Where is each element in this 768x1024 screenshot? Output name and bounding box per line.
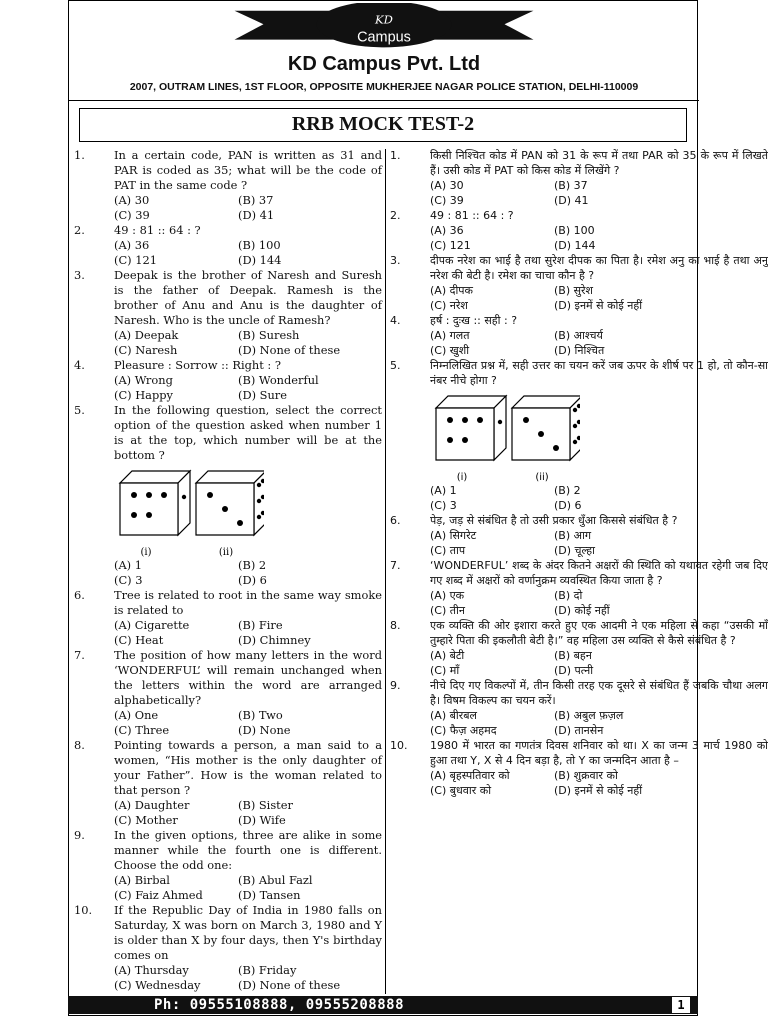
option[interactable]: (B) Abul Fazl <box>238 873 313 887</box>
option[interactable]: (D) 6 <box>554 499 582 512</box>
question-number: 10. <box>74 903 93 917</box>
question-text: Pointing towards a person, a man said to a women, “His mother is the only daughter of your Father”. How is the woman related to that person ? <box>114 738 382 797</box>
option[interactable]: (C) 3 <box>430 499 457 512</box>
option[interactable]: (D) 6 <box>238 573 267 587</box>
question-number: 8. <box>390 619 401 632</box>
footer <box>68 996 698 1014</box>
question-en-10 <box>74 903 382 993</box>
question-hi-8 <box>390 618 768 678</box>
option[interactable]: (C) ताप <box>430 544 466 557</box>
option[interactable]: (C) Happy <box>114 388 173 402</box>
option[interactable]: (A) बेटी <box>430 649 465 662</box>
die-ii <box>512 396 580 460</box>
question-text: Deepak is the brother of Naresh and Suresh is the father of Deepak. Ramesh is the brother of Anu and Anu is the daughter of Naresh. Who is the uncle of Ramesh? <box>114 268 382 327</box>
option[interactable]: (B) बहन <box>554 649 592 662</box>
question-text: हर्ष : दुःख :: सही : ? <box>430 314 518 327</box>
option[interactable]: (A) गलत <box>430 329 470 342</box>
question-en-2 <box>74 223 382 268</box>
option[interactable]: (C) बुधवार को <box>430 784 492 797</box>
question-text: निम्नलिखित प्रश्न में, सही उत्तर का चयन करें जब ऊपर के शीर्ष पर 1 हो, तो कौन-सा नंबर नीचे होगा ? <box>430 359 768 387</box>
question-text: ‘WONDERFUL’ शब्द के अंदर कितने अक्षरों की स्थिति को यथावत रहेगी जब दिए गए शब्द में अक्षरों को वर्णानुक्रम व्यवस्थित किया जाता है ? <box>430 559 768 587</box>
question-hi-2 <box>390 208 768 253</box>
option[interactable]: (B) सुरेश <box>554 284 594 297</box>
header <box>69 1 699 101</box>
option[interactable]: (C) तीन <box>430 604 465 617</box>
column-divider <box>385 149 386 994</box>
logo-word: Campus <box>357 29 411 46</box>
question-number: 4. <box>390 314 401 327</box>
option[interactable]: (D) कोई नहीं <box>554 604 610 617</box>
options <box>114 373 382 403</box>
option[interactable]: (D) None of these <box>238 978 341 992</box>
option[interactable]: (B) Friday <box>238 963 297 977</box>
option[interactable]: (B) आश्चर्य <box>554 329 603 342</box>
dice-label: (i) <box>140 547 152 558</box>
question-en-6 <box>74 588 382 648</box>
question-text: The position of how many letters in the word ‘WONDERFUL’ will remain unchanged when the letters within the word are arranged alphabetically? <box>114 648 382 707</box>
options <box>430 328 768 358</box>
option[interactable]: (A) 36 <box>430 224 464 237</box>
option[interactable]: (C) खुशी <box>430 344 470 357</box>
option[interactable]: (B) Sister <box>238 798 293 812</box>
question-en-3 <box>74 268 382 358</box>
option[interactable]: (B) Fire <box>238 618 283 632</box>
option[interactable]: (A) Cigarette <box>114 618 190 632</box>
question-hi-7 <box>390 558 768 618</box>
option[interactable]: (A) सिगरेट <box>430 529 477 542</box>
option[interactable]: (D) Chimney <box>238 633 311 647</box>
options <box>430 178 768 208</box>
question-text: In the following question, select the correct option of the question asked when number 1 is at the top, which number will be at the bottom ? <box>114 403 382 462</box>
option[interactable]: (D) 144 <box>238 253 282 267</box>
options <box>114 873 382 903</box>
question-text: Tree is related to root in the same way smoke is related to <box>114 588 382 617</box>
option[interactable]: (A) One <box>114 708 159 722</box>
option[interactable]: (D) Wife <box>238 813 286 827</box>
dice-label: (i) <box>456 472 468 483</box>
options <box>114 708 382 738</box>
question-number: 9. <box>74 828 85 842</box>
option[interactable]: (D) Tansen <box>238 888 301 902</box>
question-en-8 <box>74 738 382 828</box>
option[interactable]: (D) None of these <box>238 343 341 357</box>
options <box>430 283 768 313</box>
options <box>430 528 768 558</box>
option[interactable]: (D) 41 <box>554 194 589 207</box>
question-text: In a certain code, PAN is written as 31 and PAR is coded as 35; what will be the code of PAT in the same code ? <box>114 148 382 192</box>
question-number: 1. <box>74 148 85 162</box>
question-number: 2. <box>390 209 401 222</box>
option[interactable]: (B) Wonderful <box>238 373 319 387</box>
option[interactable]: (D) चूल्हा <box>554 544 595 557</box>
option[interactable]: (A) 1 <box>114 558 142 572</box>
option[interactable]: (B) 2 <box>554 484 581 497</box>
question-hi-10 <box>390 738 768 798</box>
options <box>114 558 382 588</box>
question-text: In the given options, three are alike in some manner while the fourth one is different. Choose the odd one: <box>114 828 382 872</box>
option[interactable]: (C) Heat <box>114 633 164 647</box>
question-number: 7. <box>74 648 85 662</box>
question-en-9 <box>74 828 382 903</box>
option[interactable]: (B) 37 <box>554 179 588 192</box>
question-hi-4 <box>390 313 768 358</box>
address: 2007, OUTRAM LINES, 1ST FLOOR, OPPOSITE MUKHERJEE NAGAR POLICE STATION, DELHI-110009 <box>129 81 639 93</box>
option[interactable]: (A) 1 <box>430 484 457 497</box>
option[interactable]: (B) Two <box>238 708 283 722</box>
dice-label: (ii) <box>218 547 234 558</box>
option[interactable]: (C) Wednesday <box>114 978 201 992</box>
options <box>430 483 768 513</box>
option[interactable]: (C) 121 <box>114 253 157 267</box>
options <box>114 238 382 268</box>
dice-figure <box>114 463 264 558</box>
question-en-4 <box>74 358 382 403</box>
option[interactable]: (D) इनमें से कोई नहीं <box>554 784 643 797</box>
page-number: 1 <box>672 997 690 1013</box>
question-text: किसी निश्चित कोड में PAN को 31 के रूप में तथा PAR को 35 के रूप में लिखते हैं। उसी कोड में PAT को किस कोड में लिखेंगे ? <box>430 149 768 177</box>
option[interactable]: (A) 30 <box>114 193 150 207</box>
option[interactable]: (C) Mother <box>114 813 178 827</box>
question-number: 5. <box>390 359 401 372</box>
options <box>430 223 768 253</box>
question-number: 6. <box>390 514 401 527</box>
option[interactable]: (A) 30 <box>430 179 464 192</box>
options <box>114 193 382 223</box>
question-number: 4. <box>74 358 85 372</box>
option[interactable]: (A) 36 <box>114 238 150 252</box>
english-column <box>74 148 382 993</box>
question-number: 5. <box>74 403 85 417</box>
option[interactable]: (B) दो <box>554 589 583 602</box>
question-hi-1 <box>390 148 768 208</box>
question-hi-5 <box>390 358 768 513</box>
options <box>114 963 382 993</box>
option[interactable]: (B) आग <box>554 529 592 542</box>
question-text: पेड़, जड़ से संबंधित है तो उसी प्रकार धुँआ किससे संबंधित है ? <box>430 514 678 527</box>
question-number: 3. <box>390 254 401 267</box>
option[interactable]: (C) 39 <box>430 194 464 207</box>
die-ii <box>196 471 264 535</box>
header-divider <box>69 100 699 101</box>
option[interactable]: (B) अबुल फ़ज़ल <box>554 709 624 722</box>
option[interactable]: (A) दीपक <box>430 284 473 297</box>
option[interactable]: (D) 144 <box>554 239 596 252</box>
option[interactable]: (A) Thursday <box>114 963 189 977</box>
option[interactable]: (D) इनमें से कोई नहीं <box>554 299 643 312</box>
dice-wrapper <box>114 463 382 558</box>
dice-label: (ii) <box>535 472 549 483</box>
option[interactable]: (B) 2 <box>238 558 267 572</box>
question-number: 10. <box>390 739 408 752</box>
options <box>430 648 768 678</box>
question-number: 2. <box>74 223 85 237</box>
option[interactable]: (B) 37 <box>238 193 274 207</box>
logo-script: KD <box>375 12 393 27</box>
test-title: RRB MOCK TEST-2 <box>79 108 687 142</box>
question-text: एक व्यक्ति की ओर इशारा करते हुए एक आदमी ने एक महिला से कहा “उसकी माँ तुम्हारे पिता की इकलौती बेटी है।” वह महिला उस व्यक्ति से कैसे संबंधित है ? <box>430 619 768 647</box>
die-i <box>436 396 506 460</box>
option[interactable]: (A) Birbal <box>114 873 170 887</box>
option[interactable]: (C) Naresh <box>114 343 178 357</box>
options <box>114 618 382 648</box>
option[interactable]: (D) निश्चित <box>554 344 605 357</box>
options <box>114 328 382 358</box>
dice-figure <box>430 388 580 483</box>
company-name: KD Campus Pvt. Ltd <box>287 53 481 75</box>
question-text: नीचे दिए गए विकल्पों में, तीन किसी तरह एक दूसरे से संबंधित हैं जबकि चौथा अलग है। विषम विकल्प का चयन करें। <box>430 679 768 707</box>
option[interactable]: (D) पत्नी <box>554 664 594 677</box>
option[interactable]: (C) 121 <box>430 239 471 252</box>
question-number: 3. <box>74 268 85 282</box>
option[interactable]: (C) 3 <box>114 573 143 587</box>
question-text: Pleasure : Sorrow :: Right : ? <box>114 358 281 372</box>
option[interactable]: (D) None <box>238 723 291 737</box>
options <box>114 798 382 828</box>
question-hi-6 <box>390 513 768 558</box>
option[interactable]: (B) 100 <box>554 224 595 237</box>
question-text: If the Republic Day of India in 1980 falls on Saturday, X was born on March 3, 1980 and Y is older than X by four days, then Y's birthday comes on <box>114 903 382 962</box>
option[interactable]: (D) 41 <box>238 208 275 222</box>
question-number: 9. <box>390 679 401 692</box>
question-number: 1. <box>390 149 401 162</box>
phone-numbers: Ph: 09555108888, 09555208888 <box>154 997 405 1013</box>
option[interactable]: (A) Deepak <box>114 328 179 342</box>
question-text: 49 : 81 :: 64 : ? <box>114 223 201 237</box>
option[interactable]: (C) माँ <box>430 664 460 677</box>
option[interactable]: (B) 100 <box>238 238 281 252</box>
kd-campus-logo <box>69 3 699 57</box>
option[interactable]: (D) Sure <box>238 388 287 402</box>
options <box>430 768 768 798</box>
question-number: 6. <box>74 588 85 602</box>
option[interactable]: (C) नरेश <box>430 299 468 312</box>
question-number: 8. <box>74 738 85 752</box>
option[interactable]: (A) Wrong <box>114 373 173 387</box>
options <box>430 708 768 738</box>
question-hi-3 <box>390 253 768 313</box>
question-en-1 <box>74 148 382 223</box>
option[interactable]: (B) शुक्रवार को <box>554 769 618 782</box>
option[interactable]: (A) बीरबल <box>430 709 477 722</box>
hindi-column <box>390 148 768 798</box>
option[interactable]: (A) Daughter <box>114 798 190 812</box>
options <box>430 588 768 618</box>
option[interactable]: (C) फैज़ अहमद <box>430 724 497 737</box>
dice-wrapper <box>430 388 768 483</box>
option[interactable]: (D) तानसेन <box>554 724 604 737</box>
die-i <box>120 471 190 535</box>
option[interactable]: (C) Faiz Ahmed <box>114 888 203 902</box>
question-en-5 <box>74 403 382 588</box>
option[interactable]: (A) बृहस्पतिवार को <box>430 769 510 782</box>
option[interactable]: (B) Suresh <box>238 328 300 342</box>
question-text: 49 : 81 :: 64 : ? <box>430 209 514 222</box>
question-hi-9 <box>390 678 768 738</box>
question-number: 7. <box>390 559 401 572</box>
option[interactable]: (A) एक <box>430 589 465 602</box>
option[interactable]: (C) 39 <box>114 208 150 222</box>
question-en-7 <box>74 648 382 738</box>
option[interactable]: (C) Three <box>114 723 170 737</box>
question-text: 1980 में भारत का गणतंत्र दिवस शनिवार को था। X का जन्म 3 मार्च 1980 को हुआ तथा Y, X से 4 दिन बड़ा है, तो Y का जन्मदिन आता है – <box>430 739 768 767</box>
question-text: दीपक नरेश का भाई है तथा सुरेश दीपक का पिता है। रमेश अनु का भाई है तथा अनु नरेश की बेटी है। रमेश का चाचा कौन है ? <box>430 254 768 282</box>
